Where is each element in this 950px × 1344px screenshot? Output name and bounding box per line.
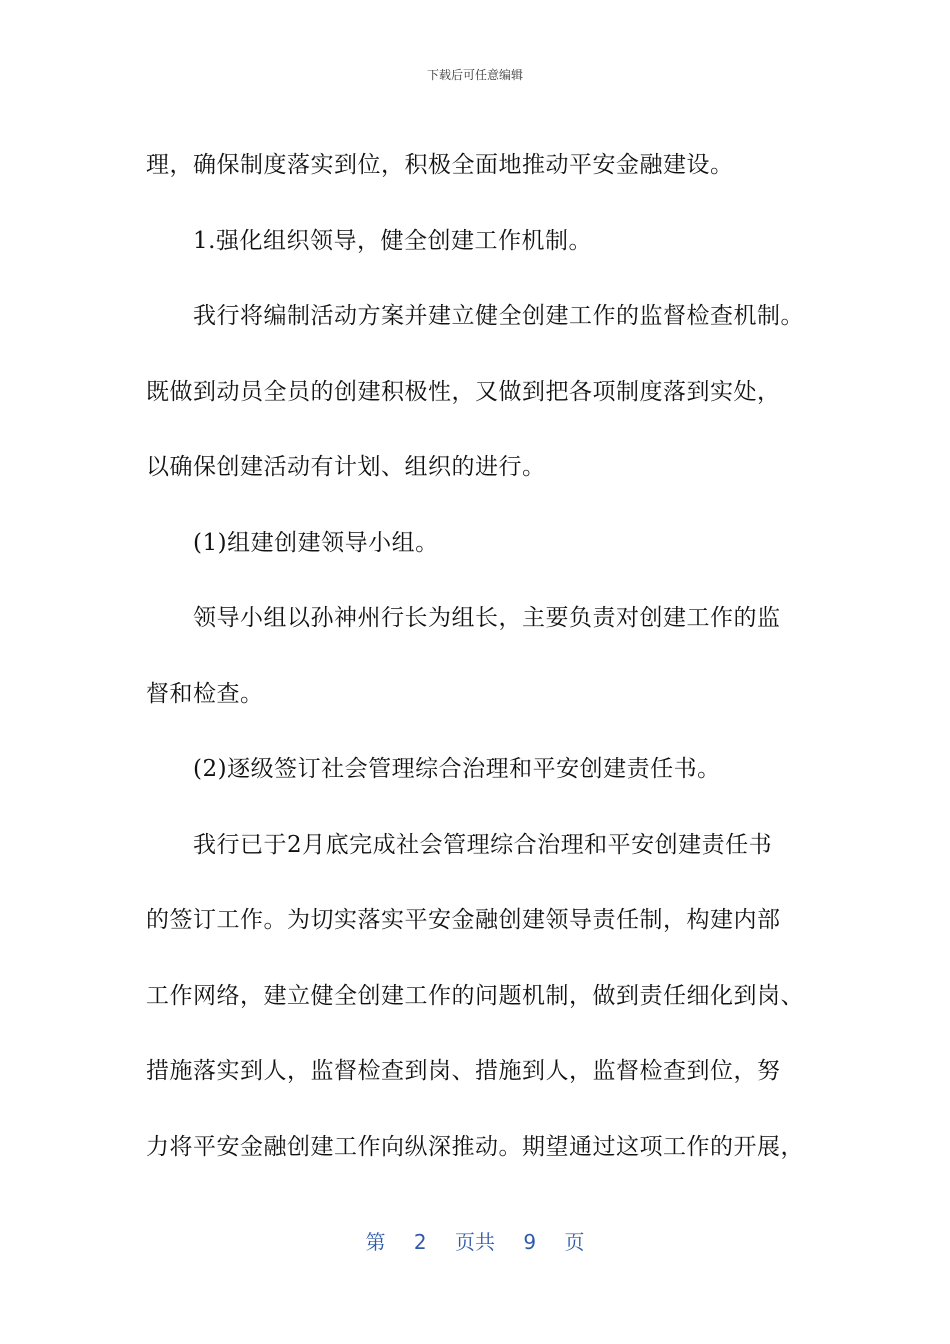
subsection-heading: (1)组建创建领导小组。 xyxy=(193,529,439,556)
text-line: 力将平安金融创建工作向纵深推动。期望通过这项工作的开展， xyxy=(146,1133,804,1160)
text-line: 领导小组以孙神州行长为组长，主要负责对创建工作的监 xyxy=(193,605,781,631)
document-body xyxy=(146,128,806,1185)
text-line: 我行已于2月底完成社会管理综合治理和平安创建责任书 xyxy=(193,831,773,858)
page-footer xyxy=(0,1226,950,1255)
section-heading: 1.强化组织领导，健全创建工作机制。 xyxy=(193,227,592,254)
text-line: 理，确保制度落实到位，积极全面地推动平安金融建设。 xyxy=(146,152,734,178)
footer-middle: 页共 xyxy=(455,1230,495,1254)
text-line: 督和检查。 xyxy=(146,680,264,707)
text-line: 以确保创建活动有计划、组织的进行。 xyxy=(146,454,546,480)
footer-suffix: 页 xyxy=(564,1230,585,1254)
subsection-heading: (2)逐级签订社会管理综合治理和平安创建责任书。 xyxy=(193,756,721,782)
text-line: 工作网络，建立健全创建工作的问题机制，做到责任细化到岗、 xyxy=(146,982,804,1009)
text-line: 措施落实到人，监督检查到岗、措施到人，监督检查到位，努 xyxy=(146,1058,781,1084)
text-line: 既做到动员全员的创建积极性，又做到把各项制度落到实处， xyxy=(146,378,781,405)
total-page-number: 9 xyxy=(523,1230,537,1254)
page-header: 下载后可任意编辑 xyxy=(426,68,523,82)
text-line: 我行将编制活动方案并建立健全创建工作的监督检查机制。 xyxy=(193,303,804,329)
text-line: 的签订工作。为切实落实平安金融创建领导责任制，构建内部 xyxy=(146,907,781,933)
footer-prefix: 第 xyxy=(365,1230,386,1254)
current-page-number: 2 xyxy=(413,1230,427,1254)
